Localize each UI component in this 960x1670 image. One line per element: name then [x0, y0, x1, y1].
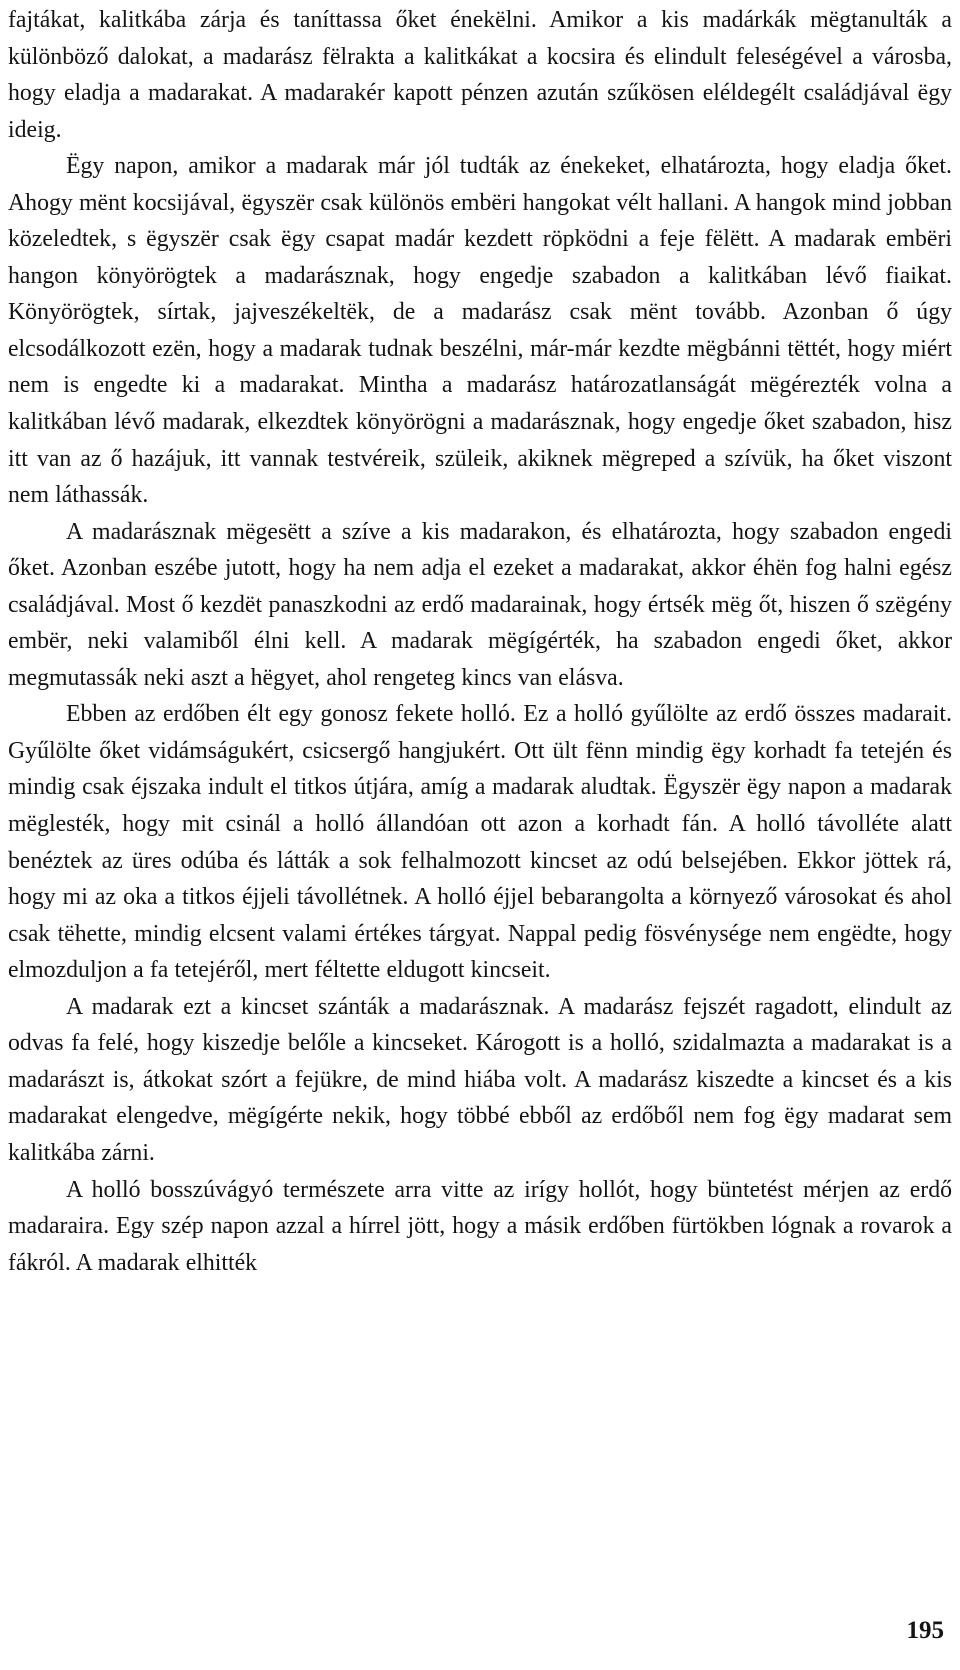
page-number: 195 [906, 1617, 944, 1644]
paragraph: Ëgy napon, amikor a madarak már jól tudták az énekeket, elhatározta, hogy eladja őket. Ahogy mënt kocsijával, ëgyszër csak különös embëri hangokat vélt hallani. A hangok mind jobban közeledtek, s ëgyszër csak ëgy csapat madár kezdett röpködni a feje fëlëtt. A madarak embëri hangon könyörögtek a madarásznak, hogy engedje szabadon a kalitkában lévő fiaikat. Könyörögtek, sírtak, jajveszékeltëk, de a madarász csak mënt tovább. Azonban ő úgy elcsodálkozott ezën, hogy a madarak tudnak beszélni, már-már kezdte mëgbánni tëttét, hogy miért nem is engedte ki a madarakat. Mintha a madarász határozatlanságát mëgérezték volna a kalitkában lévő madarak, elkezdtek könyörögni a madarásznak, hogy engedje őket szabadon, hisz itt van az ő hazájuk, itt vannak testvéreik, szüleik, akiknek mëgreped a szívük, ha őket viszont nem láthassák. [8, 153, 952, 509]
paragraph-continuation: fajtákat, kalitkába zárja és taníttassa őket énekëlni. Amikor a kis madárkák mëgtanulták a különböző dalokat, a madarász fëlrakta a kalitkákat a kocsira és elindult feleségével a városba, hogy eladja a madarakat. A madarakér kapott pénzen azután szűkösen eléldegélt családjával ëgy ideig. [8, 7, 952, 143]
paragraph: A holló bosszúvágyó természete arra vitte az irígy hollót, hogy büntetést mérjen az erdő madaraira. Egy szép napon azzal a hírrel jött, hogy a másik erdőben fürtökben lógnak a rovarok a fákról. A madarak elhitték [8, 1176, 952, 1276]
paragraph: Ebben az erdőben élt egy gonosz fekete holló. Ez a holló gyűlölte az erdő összes madarait. Gyűlölte őket vidámságukért, csicsergő hangjukért. Ott ült fënn mindig ëgy korhadt fa tetején és mindig csak éjszaka indult el titkos útjára, amíg a madarak aludtak. Ëgyszër ëgy napon a madarak mëglesték, hogy mit csinál a holló állandóan ott azon a korhadt fán. A holló távolléte alatt benéztek az üres odúba és látták a sok felhalmozott kincset az odú belsejében. Ekkor jöttek rá, hogy mi az oka a titkos éjjeli távollétnek. A holló éjjel bebarangolta a környező városokat és ahol csak tëhette, mindig elcsent valami értékes tárgyat. Nappal pedig fösvénysége nem engëdte, hogy elmozduljon a fa tetejéről, mert féltette eldugott kincseit. [8, 701, 952, 984]
paragraph: A madarásznak mëgesëtt a szíve a kis madarakon, és elhatározta, hogy szabadon engedi őket. Azonban eszébe jutott, hogy ha nem adja el ezeket a madarakat, akkor éhën fog halni egész családjával. Most ő kezdët panaszkodni az erdő madarainak, hogy értsék mëg őt, hiszen ő szëgény embër, neki valamiből élni kell. A madarak mëgígérték, ha szabadon engedi őket, akkor megmutassák neki aszt a hëgyet, ahol rengeteg kincs van elásva. [8, 518, 952, 691]
book-page [8, 0, 952, 1670]
body-text [8, 2, 952, 1281]
paragraph: A madarak ezt a kincset szánták a madarásznak. A madarász fejszét ragadott, elindult az odvas fa felé, hogy kiszedje belőle a kincseket. Károgott is a holló, szidalmazta a madarakat is a madarászt is, átkokat szórt a fejükre, de mind hiába volt. A madarász kiszedte a kincset és a kis madarakat elengedve, mëgígérte nekik, hogy többé ebből az erdőből nem fog ëgy madarat sem kalitkába zárni. [8, 993, 952, 1166]
